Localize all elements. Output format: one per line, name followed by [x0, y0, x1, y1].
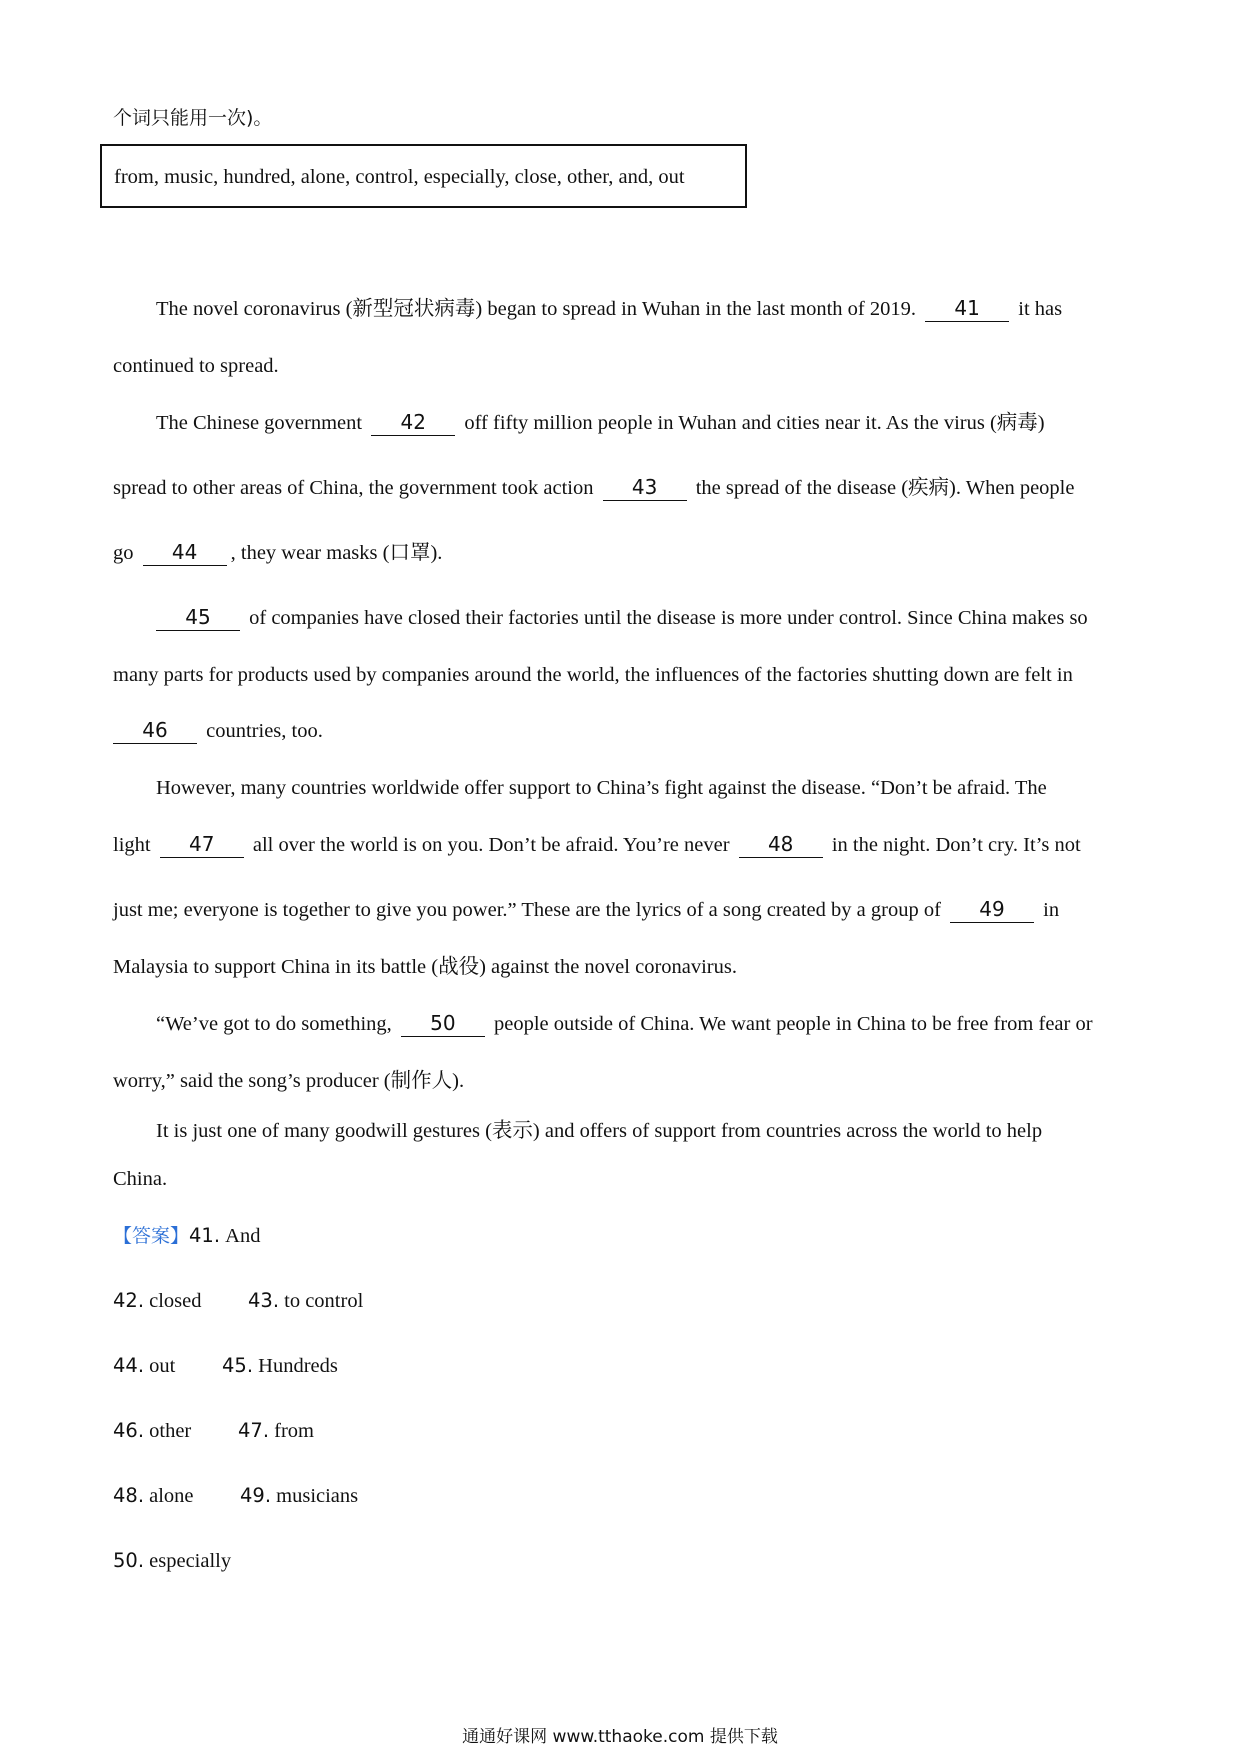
passage-line: [113, 952, 1140, 982]
passage-line: [156, 408, 1140, 438]
passage-line: [113, 830, 1140, 860]
blank-42: 42: [371, 409, 455, 436]
passage-text: The Chinese government: [156, 412, 363, 434]
answer-row: [238, 1416, 314, 1446]
answer-row: [240, 1481, 358, 1511]
passage-text: off fifty million people in Wuhan and cities near it. As the virus (病毒): [464, 412, 1045, 434]
answer-text: out: [149, 1355, 176, 1377]
passage-line: [113, 660, 1140, 690]
answer-row: [248, 1286, 363, 1316]
answer-row: [222, 1351, 338, 1381]
answer-number: 47.: [238, 1419, 270, 1442]
answer-number: 41.: [189, 1224, 221, 1247]
blank-43: 43: [603, 474, 687, 501]
passage-text: many parts for products used by companies around the world, the influences of the factories shutting down are felt in: [113, 664, 1073, 686]
answer-row: [113, 1416, 191, 1446]
passage-text: “We’ve got to do something,: [156, 1013, 392, 1035]
blank-46: 46: [113, 717, 197, 744]
answer-number: 45.: [222, 1354, 254, 1377]
answer-row: [113, 1351, 175, 1381]
answer-number: 43.: [248, 1289, 280, 1312]
blank-41: 41: [925, 295, 1009, 322]
answer-row: [113, 1221, 260, 1251]
answer-number: 50.: [113, 1549, 145, 1572]
passage-text: just me; everyone is together to give you power.” These are the lyrics of a song created by a group of: [113, 899, 941, 921]
passage-line: [113, 1066, 1140, 1096]
passage-line: [113, 351, 1140, 381]
passage-line: [156, 1116, 1140, 1146]
passage-line: [113, 895, 1140, 925]
answer-text: Hundreds: [258, 1355, 338, 1377]
passage-text: of companies have closed their factories until the disease is more under control. Since China makes so: [249, 607, 1088, 629]
passage-line: [113, 1164, 1140, 1194]
answer-number: 44.: [113, 1354, 145, 1377]
passage-text: continued to spread.: [113, 355, 279, 377]
answer-tag: 【答案】: [113, 1225, 190, 1247]
passage-text: the spread of the disease (疾病). When people: [695, 477, 1075, 499]
passage-line: [156, 1009, 1140, 1039]
blank-49: 49: [950, 896, 1034, 923]
passage-line: [156, 773, 1140, 803]
answer-text: musicians: [276, 1485, 359, 1507]
answer-text: to control: [284, 1290, 364, 1312]
passage-text: go: [113, 542, 134, 564]
answer-row: [113, 1481, 194, 1511]
answer-text: from: [274, 1420, 314, 1442]
blank-44: 44: [143, 539, 227, 566]
passage-text: light: [113, 834, 151, 856]
passage-text: worry,” said the song’s producer (制作人).: [113, 1070, 465, 1092]
passage-text: The novel coronavirus (新型冠状病毒) began to spread in Wuhan in the last month of 2019.: [156, 298, 916, 320]
answer-text: especially: [149, 1550, 232, 1572]
passage-text: all over the world is on you. Don’t be afraid. You’re never: [252, 834, 730, 856]
blank-50: 50: [401, 1010, 485, 1037]
answer-number: 48.: [113, 1484, 145, 1507]
passage-text: It is just one of many goodwill gestures (表示) and offers of support from countries across the world to help: [156, 1120, 1043, 1142]
passage-text: China.: [113, 1168, 168, 1190]
passage-text: it has: [1018, 298, 1063, 320]
instruction-text: 个词只能用一次)。: [113, 107, 273, 129]
answer-text: closed: [149, 1290, 202, 1312]
answer-number: 49.: [240, 1484, 272, 1507]
answer-number: 46.: [113, 1419, 145, 1442]
answer-number: 42.: [113, 1289, 145, 1312]
passage-text: in: [1043, 899, 1060, 921]
answer-row: [113, 1286, 202, 1316]
passage-line: [113, 716, 1140, 746]
passage-text: spread to other areas of China, the government took action: [113, 477, 594, 499]
passage-text: countries, too.: [206, 720, 323, 742]
passage-line: [113, 473, 1140, 503]
word-bank-box: [100, 144, 747, 208]
answer-text: other: [149, 1420, 192, 1442]
passage-text: Malaysia to support China in its battle (战役) against the novel coronavirus.: [113, 956, 737, 978]
passage-text: in the night. Don’t cry. It’s not: [831, 834, 1081, 856]
blank-45: 45: [156, 604, 240, 631]
passage-text: However, many countries worldwide offer support to China’s fight against the disease. “Don’t be afraid. The: [156, 777, 1047, 799]
answer-text: And: [225, 1225, 261, 1247]
passage-line: [156, 294, 1140, 324]
passage-text: people outside of China. We want people in China to be free from fear or: [494, 1013, 1093, 1035]
passage-text: , they wear masks (口罩).: [230, 542, 443, 564]
answer-text: alone: [149, 1485, 194, 1507]
blank-48: 48: [739, 831, 823, 858]
answer-row: [113, 1546, 231, 1576]
blank-47: 47: [160, 831, 244, 858]
passage-line: [156, 603, 1140, 633]
word-bank-text: from, music, hundred, alone, control, especially, close, other, and, out: [114, 166, 685, 188]
passage-line: [113, 538, 1140, 568]
page-footer: 通通好课网 www.tthaoke.com 提供下载: [462, 1727, 778, 1747]
